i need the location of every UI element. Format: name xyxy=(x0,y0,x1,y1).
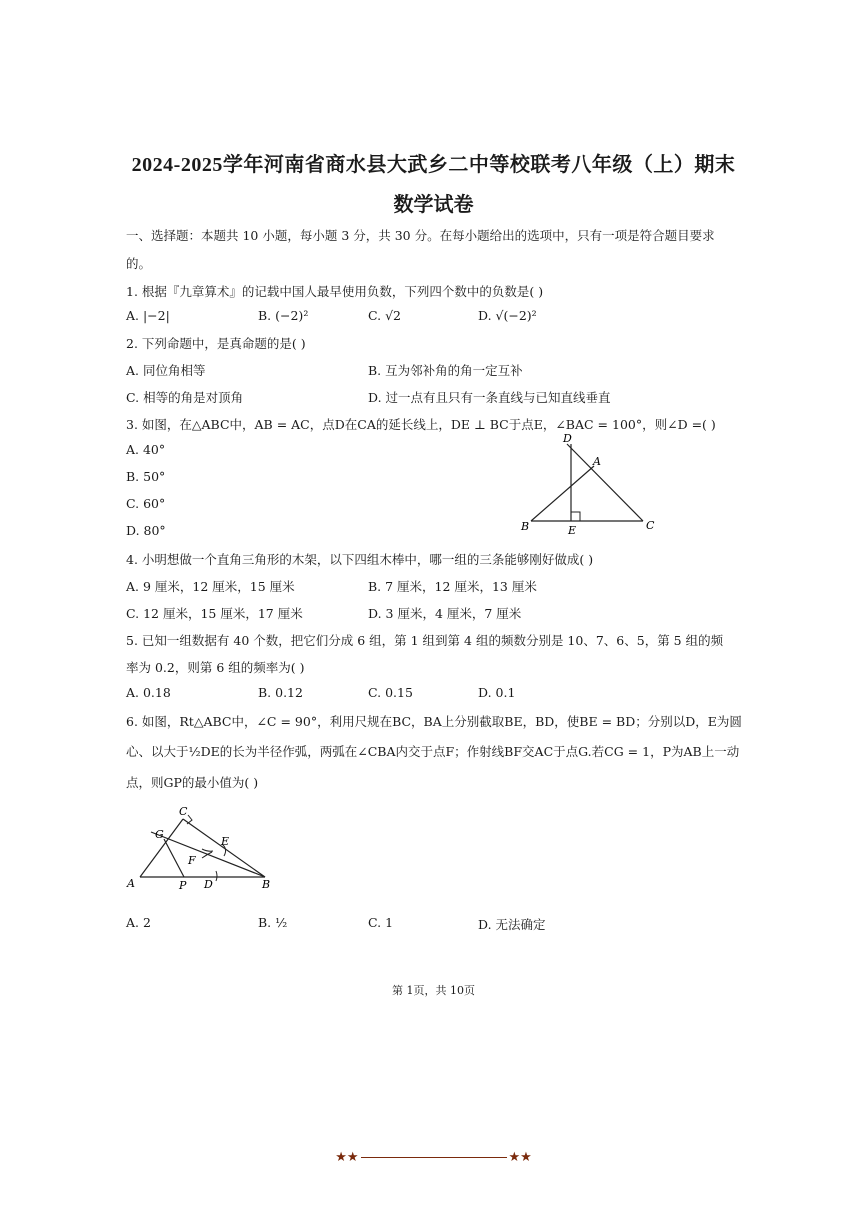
q3-label-e: E xyxy=(568,524,577,537)
q2-option-d: D. 过一点有且只有一条直线与已知直线垂直 xyxy=(368,390,611,405)
bottom-decoration xyxy=(0,1150,867,1165)
question-3-stem: 3. 如图，在△ABC中，AB = AC，点D在CA的延长线上，DE ⊥ BC于点E，∠BAC = 100°，则∠D =( ) xyxy=(126,417,716,432)
q6-label-b: B xyxy=(262,878,271,891)
q1-option-c: C. √2 xyxy=(368,308,401,323)
question-6-stem: 6. 如图，Rt△ABC中，∠C = 90°，利用尺规在BC，BA上分别截取BE，BD，使BE = BD；分别以D，E为圆 xyxy=(126,714,742,729)
q5-option-b: B. 0.12 xyxy=(258,685,303,700)
q6-label-a: A xyxy=(127,877,135,890)
question-5-stem-cont: 率为 0.2，则第 6 组的频率为( ) xyxy=(126,660,305,675)
q5-option-d: D. 0.1 xyxy=(478,685,516,700)
q1-option-a: A. |−2| xyxy=(126,308,170,323)
q2-option-b: B. 互为邻补角的角一定互补 xyxy=(368,363,523,378)
decorative-rule xyxy=(361,1157,507,1158)
question-6-stem-cont: 心、以大于½DE的长为半径作弧，两弧在∠CBA内交于点F；作射线BF交AC于点G.若CG = 1，P为AB上一动 xyxy=(126,744,740,759)
q2-option-a: A. 同位角相等 xyxy=(126,363,206,378)
q5-option-c: C. 0.15 xyxy=(368,685,413,700)
section-heading: 一、选择题：本题共 10 小题，每小题 3 分，共 30 分。在每小题给出的选项中，只有一项是符合题目要求 xyxy=(126,228,715,243)
q6-option-c: C. 1 xyxy=(368,915,394,930)
q6-label-c: C xyxy=(179,805,188,818)
q6-label-e: E xyxy=(221,835,230,848)
q2-option-c: C. 相等的角是对顶角 xyxy=(126,390,244,405)
left-stars-icon: ★★ xyxy=(335,1150,359,1165)
exam-title-line2: 数学试卷 xyxy=(393,194,474,216)
q3-option-c: C. 60° xyxy=(126,496,166,511)
q3-label-a: A xyxy=(593,455,601,468)
q4-option-d: D. 3 厘米，4 厘米，7 厘米 xyxy=(368,606,522,621)
q1-option-d: D. √(−2)² xyxy=(478,308,537,323)
exam-title-line1: 2024-2025学年河南省商水县大武乡二中等校联考八年级（上）期末 xyxy=(131,154,736,176)
q4-option-b: B. 7 厘米，12 厘米，13 厘米 xyxy=(368,579,537,594)
q4-option-a: A. 9 厘米，12 厘米，15 厘米 xyxy=(126,579,295,594)
q6-label-g: G xyxy=(155,828,164,841)
q3-triangle-figure xyxy=(515,432,665,537)
q3-option-a: A. 40° xyxy=(126,442,166,457)
question-5-stem: 5. 已知一组数据有 40 个数，把它们分成 6 组，第 1 组到第 4 组的频数分别是 10、7、6、5，第 5 组的频 xyxy=(126,633,724,648)
q3-option-b: B. 50° xyxy=(126,469,166,484)
question-6-stem-end: 点，则GP的最小值为( ) xyxy=(126,775,259,790)
q6-option-d: D. 无法确定 xyxy=(478,917,546,932)
q5-option-a: A. 0.18 xyxy=(126,685,171,700)
page-number: 第 1页，共 10页 xyxy=(392,984,475,997)
q3-label-c: C xyxy=(646,519,655,532)
q6-label-f: F xyxy=(188,854,196,867)
q1-option-b: B. (−2)² xyxy=(258,308,309,323)
q6-option-a: A. 2 xyxy=(126,915,151,930)
q6-option-b: B. ½ xyxy=(258,915,288,930)
question-2-stem: 2. 下列命题中，是真命题的是( ) xyxy=(126,336,306,351)
section-heading-cont: 的。 xyxy=(126,256,152,271)
q6-label-d: D xyxy=(204,878,213,891)
q3-label-b: B xyxy=(521,520,530,533)
right-stars-icon: ★★ xyxy=(508,1150,532,1165)
q3-label-d: D xyxy=(563,432,572,445)
question-1-stem: 1. 根据『九章算术』的记载中国人最早使用负数，下列四个数中的负数是( ) xyxy=(126,284,544,299)
q3-option-d: D. 80° xyxy=(126,523,166,538)
q6-label-p: P xyxy=(179,879,187,892)
question-4-stem: 4. 小明想做一个直角三角形的木架，以下四组木棒中，哪一组的三条能够刚好做成( ) xyxy=(126,552,594,567)
q6-triangle-figure xyxy=(122,800,282,895)
q4-option-c: C. 12 厘米，15 厘米，17 厘米 xyxy=(126,606,303,621)
